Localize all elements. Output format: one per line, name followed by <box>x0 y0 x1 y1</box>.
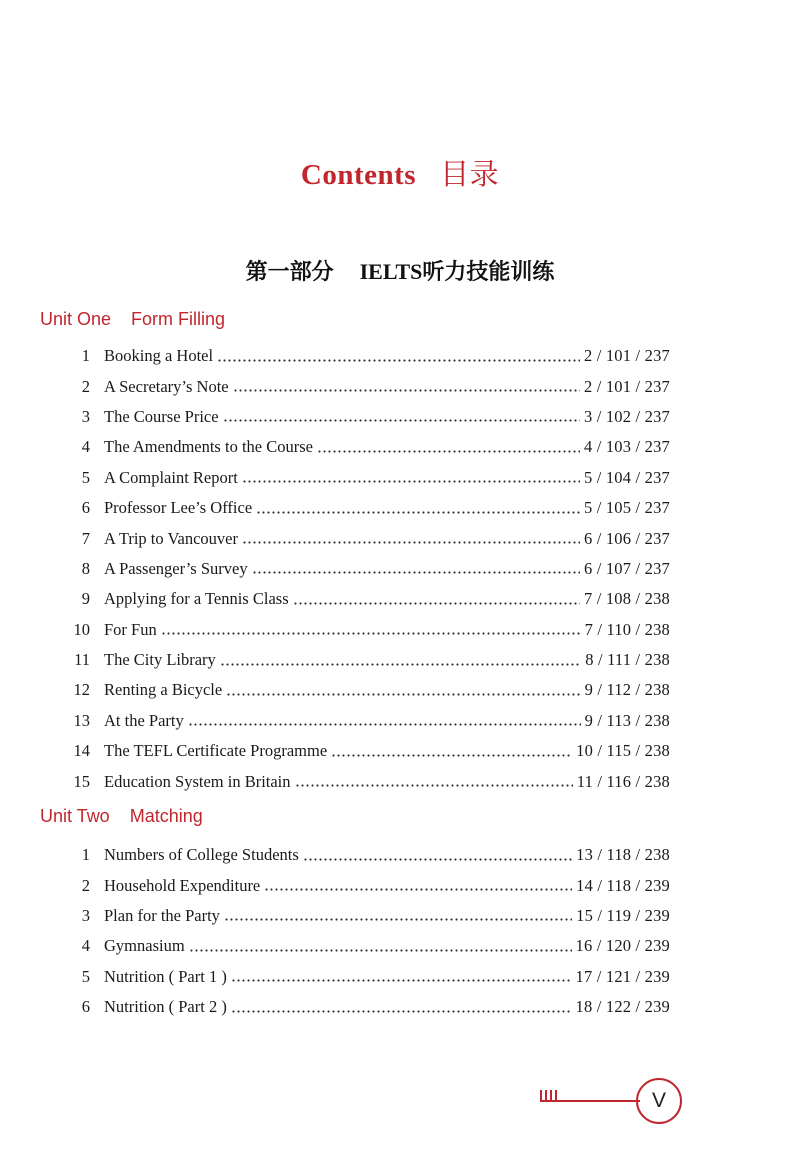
entry-title: A Trip to Vancouver <box>104 528 238 548</box>
entry-number: 10 <box>73 619 90 639</box>
entry-number: 6 <box>81 997 90 1017</box>
entry-number: 1 <box>81 845 90 865</box>
dot-leader <box>303 858 572 861</box>
entry-number: 3 <box>81 406 90 426</box>
toc-entry[interactable] <box>70 493 670 523</box>
dot-leader <box>217 359 580 362</box>
entry-title: A Complaint Report <box>104 467 238 487</box>
entry-pages: 9 / 113 / 238 <box>584 710 670 730</box>
entry-title: Applying for a Tennis Class <box>104 589 289 609</box>
entry-title: Household Expenditure <box>104 875 261 895</box>
entry-pages: 13 / 118 / 238 <box>576 845 670 865</box>
toc-entry[interactable] <box>70 931 670 961</box>
toc-entry[interactable] <box>70 554 670 584</box>
toc-entry[interactable] <box>70 736 670 766</box>
dot-leader <box>223 419 580 422</box>
entry-number: 13 <box>73 710 90 730</box>
toc-entry[interactable] <box>70 615 670 645</box>
unit-heading-two <box>40 806 203 827</box>
toc-entry[interactable] <box>70 766 670 796</box>
toc-entry[interactable] <box>70 402 670 432</box>
entry-number: 2 <box>81 875 90 895</box>
entry-number: 12 <box>73 680 90 700</box>
toc-entry[interactable] <box>70 432 670 462</box>
toc-entry[interactable] <box>70 371 670 401</box>
dot-leader <box>331 754 572 757</box>
part-heading <box>0 255 800 286</box>
entry-title: The TEFL Certificate Programme <box>104 741 328 761</box>
entry-number: 2 <box>81 376 90 396</box>
entry-pages: 2 / 101 / 237 <box>583 346 670 366</box>
page-number: V <box>651 1089 666 1112</box>
entry-pages: 5 / 105 / 237 <box>583 498 670 518</box>
dot-leader <box>220 663 581 666</box>
page-title <box>0 152 800 193</box>
entry-title: Booking a Hotel <box>104 346 214 366</box>
entry-number: 11 <box>74 650 90 670</box>
entry-number: 14 <box>73 741 90 761</box>
entry-pages: 11 / 116 / 238 <box>576 771 670 791</box>
entry-title: Nutrition ( Part 2 ) <box>104 997 227 1017</box>
entry-title: At the Party <box>104 710 184 730</box>
dot-leader <box>317 450 580 453</box>
dot-leader <box>189 949 572 952</box>
entry-title: The Amendments to the Course <box>104 437 313 457</box>
part-prefix: 第一部分 <box>245 260 334 285</box>
toc-entry[interactable] <box>70 706 670 736</box>
entry-title: Gymnasium <box>104 936 185 956</box>
entry-pages: 15 / 119 / 239 <box>576 905 670 925</box>
dot-leader <box>252 571 580 574</box>
toc-entry[interactable] <box>70 901 670 931</box>
unit-label: Unit One <box>40 309 112 329</box>
entry-title: A Secretary’s Note <box>104 376 229 396</box>
entry-pages: 17 / 121 / 239 <box>575 966 670 986</box>
entry-title: For Fun <box>104 619 157 639</box>
toc-entry[interactable] <box>70 962 670 992</box>
entry-title: Professor Lee’s Office <box>104 498 253 518</box>
entry-pages: 7 / 108 / 238 <box>583 589 670 609</box>
dot-leader <box>226 693 580 696</box>
entry-number: 15 <box>73 771 90 791</box>
entry-pages: 4 / 103 / 237 <box>583 437 670 457</box>
entry-title: Renting a Bicycle <box>104 680 223 700</box>
entry-pages: 7 / 110 / 238 <box>584 619 670 639</box>
dot-leader <box>188 723 581 726</box>
unit-heading-one <box>40 309 225 330</box>
entry-number: 5 <box>81 966 90 986</box>
unit-one-entry-list <box>70 341 670 797</box>
toc-entry[interactable] <box>70 523 670 553</box>
toc-entry[interactable] <box>70 645 670 675</box>
dot-leader <box>224 918 572 921</box>
toc-entry[interactable] <box>70 463 670 493</box>
entry-number: 5 <box>81 467 90 487</box>
dot-leader <box>295 784 573 787</box>
entry-pages: 6 / 106 / 237 <box>583 528 670 548</box>
entry-number: 8 <box>81 558 90 578</box>
entry-pages: 14 / 118 / 239 <box>576 875 670 895</box>
entry-pages: 9 / 112 / 238 <box>584 680 670 700</box>
dot-leader <box>242 480 580 483</box>
entry-title: Education System in Britain <box>104 771 291 791</box>
toc-entry[interactable] <box>70 341 670 371</box>
unit-label: Unit Two <box>40 806 110 826</box>
entry-pages: 5 / 104 / 237 <box>583 467 670 487</box>
entry-title: Numbers of College Students <box>104 845 299 865</box>
footer-decoration-line <box>540 1100 640 1102</box>
dot-leader <box>233 389 580 392</box>
dot-leader <box>256 511 580 514</box>
dot-leader <box>293 602 580 605</box>
toc-entry[interactable] <box>70 992 670 1022</box>
unit-two-entry-list <box>70 840 670 1022</box>
toc-entry[interactable] <box>70 870 670 900</box>
entry-pages: 18 / 122 / 239 <box>575 997 670 1017</box>
entry-title: Plan for the Party <box>104 905 220 925</box>
entry-number: 4 <box>81 437 90 457</box>
dot-leader <box>231 1010 572 1013</box>
toc-entry[interactable] <box>70 675 670 705</box>
entry-number: 1 <box>81 346 90 366</box>
entry-number: 9 <box>81 589 90 609</box>
entry-title: The Course Price <box>104 406 219 426</box>
footer-decoration-bars <box>540 1088 562 1100</box>
entry-title: Nutrition ( Part 1 ) <box>104 966 227 986</box>
toc-entry[interactable] <box>70 840 670 870</box>
entry-number: 7 <box>81 528 90 548</box>
title-english: Contents <box>300 159 417 191</box>
dot-leader <box>264 888 572 891</box>
entry-pages: 3 / 102 / 237 <box>583 406 670 426</box>
page-number-badge <box>636 1078 682 1124</box>
entry-number: 3 <box>81 905 90 925</box>
title-chinese: 目录 <box>440 157 500 191</box>
dot-leader <box>242 541 580 544</box>
entry-number: 6 <box>81 498 90 518</box>
toc-entry[interactable] <box>70 584 670 614</box>
entry-pages: 6 / 107 / 237 <box>583 558 670 578</box>
entry-pages: 8 / 111 / 238 <box>585 650 670 670</box>
entry-pages: 10 / 115 / 238 <box>576 741 670 761</box>
unit-topic: Form Filling <box>131 309 226 329</box>
dot-leader <box>161 632 581 635</box>
entry-title: The City Library <box>104 650 216 670</box>
entry-number: 4 <box>81 936 90 956</box>
dot-leader <box>231 979 572 982</box>
entry-title: A Passenger’s Survey <box>104 558 248 578</box>
entry-pages: 2 / 101 / 237 <box>583 376 670 396</box>
part-name: IELTS听力技能训练 <box>359 259 555 284</box>
entry-pages: 16 / 120 / 239 <box>575 936 670 956</box>
unit-topic: Matching <box>129 806 203 826</box>
